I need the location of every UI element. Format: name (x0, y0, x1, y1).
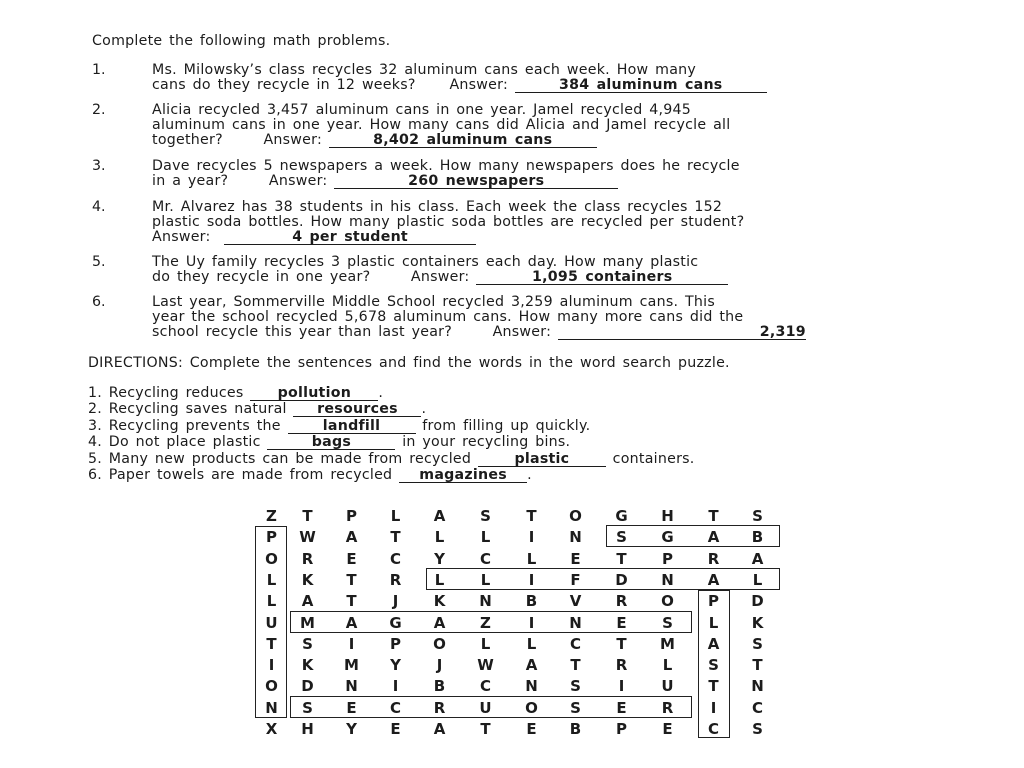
puzzle-letter[interactable]: T (570, 656, 581, 675)
problem-text (152, 324, 806, 340)
puzzle-letter[interactable]: S (662, 613, 673, 632)
puzzle-letter[interactable]: A (433, 507, 446, 525)
answer-label: Answer: (410, 269, 470, 285)
sentence-text: . (527, 467, 532, 483)
puzzle-letter[interactable]: S (302, 698, 313, 717)
puzzle-letter[interactable]: C (569, 634, 581, 653)
puzzle-letter[interactable]: E (346, 698, 357, 717)
problem-text-end: in a year? (152, 173, 229, 189)
answer-blank[interactable]: 384 aluminum cans (515, 79, 767, 93)
puzzle-letter[interactable]: N (661, 570, 674, 589)
puzzle-letter[interactable]: Z (266, 507, 277, 525)
problem-number: 1. (92, 62, 106, 78)
puzzle-letter[interactable]: T (346, 570, 357, 589)
puzzle-letter[interactable]: R (389, 570, 402, 589)
puzzle-letter[interactable]: C (389, 698, 401, 717)
puzzle-letter[interactable]: H (301, 720, 314, 738)
puzzle-letter[interactable]: T (752, 656, 763, 675)
page-heading: Complete the following math problems. (92, 33, 391, 49)
puzzle-letter[interactable]: A (707, 570, 720, 589)
problem-text-end: school recycle this year than last year? (152, 324, 453, 340)
puzzle-letter[interactable]: A (525, 656, 538, 675)
puzzle-letter[interactable]: L (526, 634, 537, 653)
puzzle-letter[interactable]: D (615, 570, 628, 589)
puzzle-letter[interactable]: Z (480, 613, 491, 632)
puzzle-letter[interactable]: L (480, 634, 491, 653)
answer-label: Answer: (268, 173, 328, 189)
problem-text: year the school recycled 5,678 aluminum cans. How many more cans did the (152, 309, 744, 325)
sentence-text: 2. Recycling saves natural (88, 401, 287, 417)
puzzle-letter[interactable]: E (662, 720, 673, 738)
puzzle-letter[interactable]: N (569, 613, 582, 632)
puzzle-letter[interactable]: K (751, 613, 764, 632)
sentence-text: . (421, 401, 427, 417)
puzzle-letter[interactable]: P (390, 634, 401, 653)
puzzle-letter[interactable]: O (569, 507, 582, 525)
puzzle-letter[interactable]: N (345, 677, 358, 696)
puzzle-letter[interactable]: L (390, 507, 401, 525)
puzzle-letter[interactable]: G (389, 613, 402, 632)
fill-in-sentence (88, 401, 426, 417)
puzzle-letter[interactable]: T (616, 634, 627, 653)
puzzle-letter[interactable]: S (752, 507, 763, 525)
puzzle-letter[interactable]: M (344, 656, 359, 675)
puzzle-letter[interactable]: T (708, 677, 719, 696)
puzzle-letter[interactable]: I (528, 570, 535, 589)
puzzle-letter[interactable]: A (707, 634, 720, 653)
problem-text: Ms. Milowsky’s class recycles 32 aluminum cans each week. How many (152, 62, 697, 78)
puzzle-letter[interactable]: R (301, 549, 314, 568)
sentence-text: 3. Recycling prevents the (88, 418, 281, 434)
puzzle-letter[interactable]: S (708, 656, 719, 675)
puzzle-letter[interactable]: L (708, 613, 719, 632)
answer-blank[interactable]: magazines (399, 469, 527, 483)
puzzle-letter[interactable]: F (570, 570, 581, 589)
puzzle-letter[interactable]: B (433, 677, 446, 696)
puzzle-letter[interactable]: I (710, 698, 717, 717)
answer-label: Answer: (492, 324, 552, 340)
answer-blank[interactable]: landfill (288, 420, 416, 434)
puzzle-letter[interactable]: I (348, 634, 355, 653)
puzzle-letter[interactable]: A (433, 720, 446, 738)
puzzle-letter[interactable]: L (434, 528, 445, 547)
puzzle-letter[interactable]: S (570, 677, 581, 696)
answer-blank[interactable]: 4 per student (224, 231, 476, 245)
puzzle-letter[interactable]: I (392, 677, 399, 696)
puzzle-letter[interactable]: S (570, 698, 581, 717)
answer-blank[interactable]: 1,095 containers (476, 271, 728, 285)
puzzle-letter[interactable]: C (479, 549, 491, 568)
puzzle-letter[interactable]: U (265, 613, 278, 632)
sentence-text: containers. (612, 451, 695, 467)
answer-blank[interactable]: bags (267, 436, 395, 450)
puzzle-letter[interactable]: E (616, 613, 627, 632)
puzzle-letter[interactable]: K (301, 656, 314, 675)
puzzle-letter[interactable]: I (528, 613, 535, 632)
puzzle-letter[interactable]: O (265, 677, 278, 696)
sentence-text: in your recycling bins. (402, 434, 571, 450)
answer-blank[interactable]: 260 newspapers (334, 175, 618, 189)
puzzle-letter[interactable]: D (301, 677, 314, 696)
puzzle-letter[interactable]: M (660, 634, 675, 653)
sentence-text: 4. Do not place plastic (88, 434, 261, 450)
puzzle-letter[interactable]: A (345, 528, 358, 547)
sentence-text: . (378, 385, 384, 401)
puzzle-letter[interactable]: A (751, 549, 764, 568)
puzzle-letter[interactable]: E (346, 549, 357, 568)
puzzle-letter[interactable]: W (299, 528, 316, 547)
puzzle-letter[interactable]: I (268, 656, 275, 675)
problem-text (152, 229, 476, 245)
puzzle-letter[interactable]: O (525, 698, 538, 717)
answer-label: Answer: (152, 229, 211, 245)
puzzle-letter[interactable]: R (433, 698, 446, 717)
puzzle-letter[interactable]: C (389, 549, 401, 568)
puzzle-letter[interactable]: L (266, 570, 277, 589)
puzzle-letter[interactable]: L (526, 549, 537, 568)
problem-text-end: do they recycle in one year? (152, 269, 371, 285)
answer-blank[interactable]: pollution (250, 387, 378, 401)
fill-in-sentence (88, 434, 570, 450)
puzzle-letter[interactable]: H (661, 507, 674, 525)
puzzle-letter[interactable]: S (752, 634, 763, 653)
problem-text (152, 132, 597, 148)
puzzle-letter[interactable]: L (480, 570, 491, 589)
puzzle-letter[interactable]: G (615, 507, 628, 525)
problem-number: 6. (92, 294, 106, 310)
puzzle-letter[interactable]: N (569, 528, 582, 547)
puzzle-letter[interactable]: Y (390, 656, 401, 675)
puzzle-letter[interactable]: L (662, 656, 673, 675)
puzzle-letter[interactable]: T (346, 592, 357, 611)
answer-blank[interactable]: resources (293, 403, 421, 417)
puzzle-letter[interactable]: T (526, 507, 537, 525)
puzzle-letter[interactable]: V (569, 592, 582, 611)
puzzle-letter[interactable]: R (615, 656, 628, 675)
puzzle-letter[interactable]: P (708, 592, 719, 611)
puzzle-letter[interactable]: T (480, 720, 491, 738)
puzzle-letter[interactable]: C (751, 698, 763, 717)
fill-in-sentence (88, 418, 590, 434)
problem-number: 4. (92, 199, 106, 215)
puzzle-letter[interactable]: O (265, 549, 278, 568)
puzzle-letter[interactable]: I (528, 528, 535, 547)
puzzle-letter[interactable]: O (661, 592, 674, 611)
puzzle-letter[interactable]: O (433, 634, 446, 653)
puzzle-letter[interactable]: L (480, 528, 491, 547)
puzzle-letter[interactable]: A (345, 613, 358, 632)
puzzle-letter[interactable]: E (390, 720, 401, 738)
puzzle-letter[interactable]: A (707, 528, 720, 547)
fill-in-sentence (88, 451, 695, 467)
puzzle-letter[interactable]: S (616, 528, 627, 547)
puzzle-letter[interactable]: B (525, 592, 538, 611)
problem-text: Last year, Sommerville Middle School recycled 3,259 aluminum cans. This (152, 294, 715, 310)
puzzle-letter[interactable]: Y (346, 720, 357, 738)
puzzle-letter[interactable]: P (346, 507, 357, 525)
problem-text: plastic soda bottles. How many plastic soda bottles are recycled per student? (152, 214, 745, 230)
puzzle-letter[interactable]: E (526, 720, 537, 738)
puzzle-letter[interactable]: P (266, 528, 277, 547)
fill-in-sentence (88, 385, 383, 401)
puzzle-letter[interactable]: B (751, 528, 764, 547)
puzzle-letter[interactable]: L (266, 592, 277, 611)
puzzle-letter[interactable]: R (707, 549, 720, 568)
puzzle-letter[interactable]: B (569, 720, 582, 738)
directions-text: DIRECTIONS: Complete the sentences and find the words in the word search puzzle. (88, 355, 730, 371)
puzzle-letter[interactable]: Y (434, 549, 445, 568)
problem-text-end: cans do they recycle in 12 weeks? (152, 77, 416, 93)
answer-blank[interactable]: 2,319 (558, 326, 806, 340)
problem-text: The Uy family recycles 3 plastic containers each day. How many plastic (152, 254, 699, 270)
problem-number: 5. (92, 254, 106, 270)
problem-number: 3. (92, 158, 106, 174)
puzzle-letter[interactable]: A (433, 613, 446, 632)
puzzle-letter[interactable]: N (265, 698, 278, 717)
puzzle-letter[interactable]: K (433, 592, 446, 611)
puzzle-letter[interactable]: I (618, 677, 625, 696)
puzzle-letter[interactable]: W (477, 656, 494, 675)
puzzle-letter[interactable]: D (751, 592, 764, 611)
puzzle-letter[interactable]: C (479, 677, 491, 696)
problem-text (152, 173, 618, 189)
puzzle-letter[interactable]: E (570, 549, 581, 568)
sentence-text: 1. Recycling reduces (88, 385, 244, 401)
puzzle-letter[interactable]: K (301, 570, 314, 589)
sentence-text: 5. Many new products can be made from recycled (88, 451, 472, 467)
puzzle-letter[interactable]: T (390, 528, 401, 547)
puzzle-letter[interactable]: T (616, 549, 627, 568)
puzzle-letter[interactable]: G (661, 528, 674, 547)
puzzle-letter[interactable]: N (479, 592, 492, 611)
puzzle-letter[interactable]: R (615, 592, 628, 611)
puzzle-letter[interactable]: S (302, 634, 313, 653)
puzzle-letter[interactable]: T (266, 634, 277, 653)
problem-text: Alicia recycled 3,457 aluminum cans in one year. Jamel recycled 4,945 (152, 102, 692, 118)
puzzle-letter[interactable]: T (302, 507, 313, 525)
fill-in-sentence (88, 467, 532, 483)
puzzle-letter[interactable]: P (662, 549, 673, 568)
problem-text-end: together? (152, 132, 223, 148)
puzzle-letter[interactable]: M (300, 613, 315, 632)
puzzle-letter[interactable]: E (616, 698, 627, 717)
problem-text (152, 77, 767, 93)
problem-text (152, 269, 728, 285)
puzzle-letter[interactable]: P (616, 720, 627, 738)
puzzle-letter[interactable]: U (479, 698, 492, 717)
puzzle-letter[interactable]: J (392, 592, 399, 611)
problem-text: Dave recycles 5 newspapers a week. How many newspapers does he recycle (152, 158, 740, 174)
puzzle-letter[interactable]: R (661, 698, 674, 717)
problem-text: Mr. Alvarez has 38 students in his class. Each week the class recycles 152 (152, 199, 723, 215)
puzzle-letter[interactable]: T (708, 507, 719, 525)
problem-number: 2. (92, 102, 106, 118)
puzzle-letter[interactable]: S (480, 507, 491, 525)
puzzle-letter[interactable]: C (707, 720, 719, 738)
puzzle-letter[interactable]: L (434, 570, 445, 589)
problem-text: aluminum cans in one year. How many cans did Alicia and Jamel recycle all (152, 117, 731, 133)
sentence-text: from filling up quickly. (422, 418, 591, 434)
puzzle-letter[interactable]: J (436, 656, 443, 675)
answer-label: Answer: (263, 132, 322, 148)
puzzle-letter[interactable]: U (661, 677, 674, 696)
word-search-grid (252, 506, 772, 738)
puzzle-letter[interactable]: S (752, 720, 763, 738)
answer-blank[interactable]: plastic (478, 453, 606, 467)
sentence-text: 6. Paper towels are made from recycled (88, 467, 393, 483)
puzzle-letter[interactable]: L (752, 570, 763, 589)
puzzle-letter[interactable]: N (525, 677, 538, 696)
puzzle-letter[interactable]: A (301, 592, 314, 611)
puzzle-letter[interactable]: X (265, 720, 278, 738)
puzzle-letter[interactable]: N (751, 677, 764, 696)
answer-label: Answer: (449, 77, 509, 93)
answer-blank[interactable]: 8,402 aluminum cans (329, 134, 597, 148)
